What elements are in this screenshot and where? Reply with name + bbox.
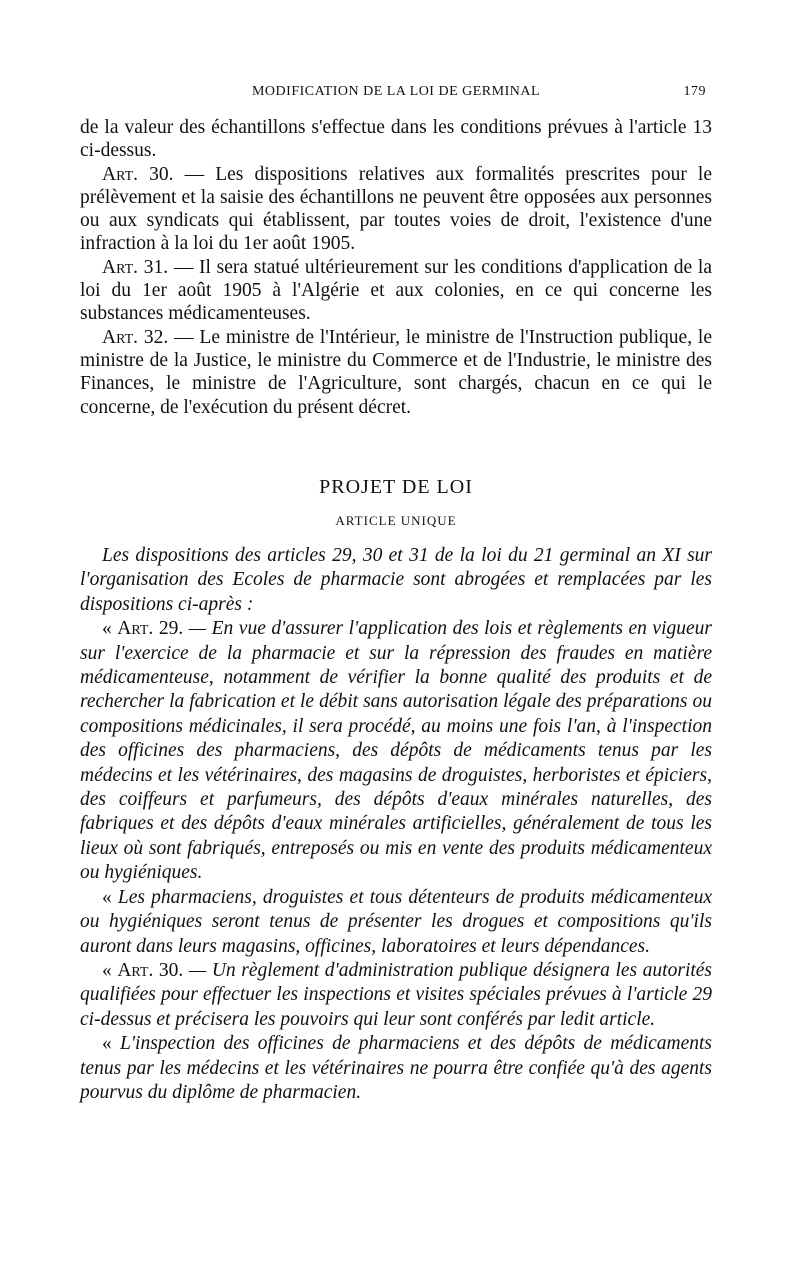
article-text: — Les dispositions relatives aux formalités prescrites pour le prélèvement et la saisie des échantillons ne peuvent être opposées aux personnes ou aux syndicats qui établissent, par toutes voies de droit, l'existence d'une infraction à la loi du 1er août 1905.: [80, 163, 713, 255]
section-subtitle: ARTICLE UNIQUE: [335, 513, 457, 528]
article-label: Art. 30.: [117, 959, 184, 981]
bill-article-29: [80, 617, 712, 885]
bill-paragraph: [80, 1032, 712, 1105]
article-text: — En vue d'assurer l'application des lois et règlements en vigueur sur l'exercice de la pharmacie et sur la répression des fraudes en matière médicamenteuse, notamment de vérifier la bonne qualité des produits et de rechercher la fabrication et le débit sans autorisation légale des préparations ou compositions médicinales, il sera procédé, au moins une fois l'an, à l'inspection des officines des pharmaciens, des dépôts de médicaments tenus par les médecins et les vétérinaires, des magasins de droguistes, herboristes et épiciers, des coiffeurs et parfumeurs, des dépôts d'eaux minérales naturelles, des fabriques et des dépôts d'eaux minérales artificielles, généralement de tous les lieux où sont fabriqués, entreposés ou mis en vente des produits médicamenteux ou hygiéniques.: [80, 618, 712, 884]
article-32: [80, 326, 712, 419]
bill-intro: [80, 544, 712, 617]
quote-mark: «: [102, 886, 112, 908]
bill-paragraph: [80, 886, 712, 959]
quote-mark: «: [102, 959, 112, 981]
article-label: Art. 30.: [102, 163, 174, 185]
article-31: [80, 256, 712, 326]
quote-mark: «: [102, 1033, 112, 1055]
paragraph-text: Les pharmaciens, droguistes et tous détenteurs de produits médicamenteux ou hygiéniques seront tenus de présenter les drogues et compositions qu'ils auront dans leurs magasins, officines, laboratoires et leurs dépendances.: [80, 886, 712, 957]
paragraph-text: de la valeur des échantillons s'effectue dans les conditions prévues à l'article 13 ci-dessus.: [80, 117, 712, 162]
bill-article-30: [80, 959, 712, 1032]
decree-text: [80, 116, 712, 419]
article-text: — Le ministre de l'Intérieur, le ministre de l'Instruction publique, le ministre de la Justice, le ministre du Commerce et de l'Industrie, le ministre des Finances, le ministre de l'Agriculture, sont chargés, chacun en ce qui le concerne, de l'exécution du présent décret.: [80, 326, 712, 418]
page-number: 179: [683, 84, 706, 99]
article-label: Art. 29.: [117, 618, 184, 640]
article-label: Art. 32.: [102, 326, 169, 348]
paragraph-continuation: [80, 116, 712, 163]
paragraph-text: Les dispositions des articles 29, 30 et 31 de la loi du 21 germinal an XI sur l'organisation des Ecoles de pharmacie sont abrogées et remplacées par les dispositions ci-après :: [80, 545, 712, 615]
article-label: Art. 31.: [102, 256, 169, 278]
article-text: — Un règlement d'administration publique désignera les autorités qualifiées pour effectuer les inspections et visites spéciales prévues à l'article 29 ci-dessus et précisera les pouvoirs qui leur sont conférés par ledit article.: [80, 959, 713, 1030]
article-text: — Il sera statué ultérieurement sur les conditions d'application de la loi du 1er août 1905 à l'Algérie et aux colonies, en ce qui concerne les substances médicamenteuses.: [80, 256, 712, 325]
running-title: MODIFICATION DE LA LOI DE GERMINAL: [251, 84, 541, 99]
quote-mark: «: [102, 618, 112, 640]
paragraph-text: L'inspection des officines de pharmaciens et des dépôts de médicaments tenus par les médecins et les vétérinaires ne pourra être confiée qu'à des agents pourvus du diplôme de pharmacien.: [80, 1033, 713, 1103]
article-30: [80, 163, 712, 256]
running-head: [80, 84, 712, 108]
bill-text: [80, 544, 712, 1105]
section-title: PROJET DE LOI: [319, 476, 473, 498]
